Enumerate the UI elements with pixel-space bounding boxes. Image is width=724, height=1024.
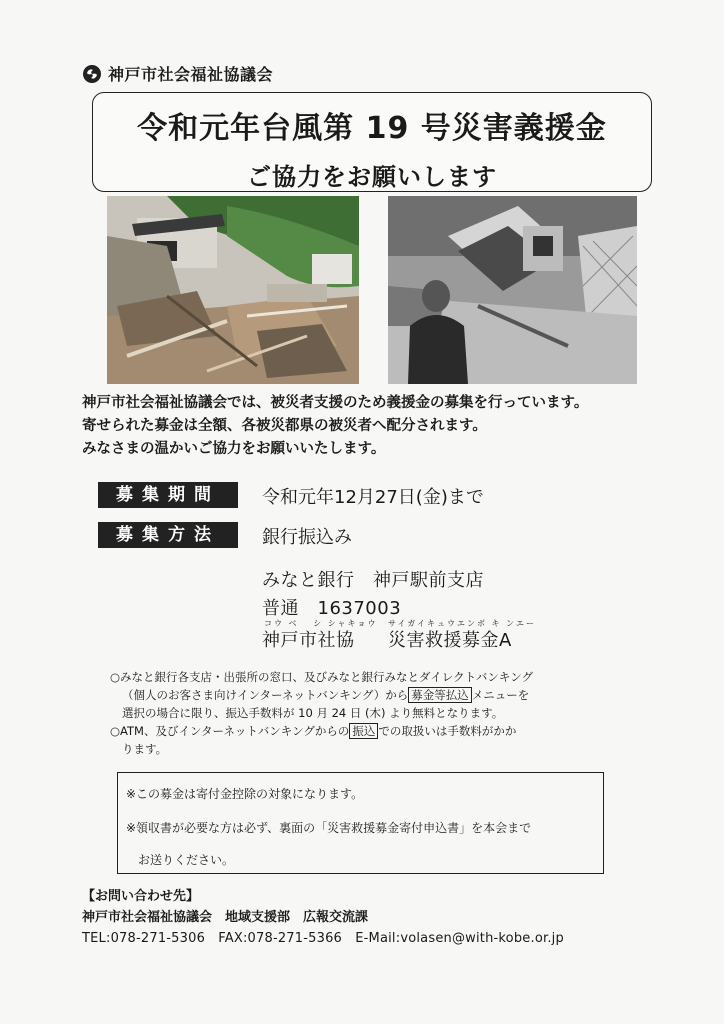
collapsed-house-bw-photo (388, 196, 637, 384)
note-line: ○みなと銀行各支店・出張所の窓口、及びみなと銀行みなとダイレクトバンキング (110, 670, 533, 684)
org-name: 神戸市社会福祉協議会 (108, 65, 274, 84)
transfer-tag: 振込 (349, 723, 378, 739)
menu-tag: 募金等払込 (408, 687, 472, 703)
account-holder-suffix: 災害救援募金A (388, 630, 512, 651)
contact-section (82, 886, 564, 949)
note-line: 選択の場合に限り、振込手数料が 10 月 24 日 (木) より無料となります。 (122, 706, 504, 720)
note-line (110, 686, 590, 704)
title-box (92, 92, 652, 192)
note-text: メニューを (471, 688, 530, 702)
intro-text (82, 392, 662, 461)
account-holder-prefix: 神戸市社協 (262, 630, 355, 651)
org-header (82, 62, 273, 85)
period-label: 募集期間 (98, 482, 238, 508)
contact-tel-line: TEL:078-271-5306 FAX:078-271-5366 E-Mail:volasen@with-kobe.or.jp (82, 931, 564, 946)
notes (110, 668, 590, 758)
contact-heading: 【お問い合わせ先】 (82, 889, 200, 904)
info-line: お送りください。 (138, 853, 235, 867)
intro-line: みなさまの温かいご協力をお願いいたします。 (82, 441, 386, 457)
note-line: ります。 (122, 742, 168, 756)
note-line (110, 722, 590, 740)
method-label: 募集方法 (98, 522, 238, 548)
info-line: ※領収書が必要な方は必ず、裏面の「災害救援募金寄付申込書」を本会まで (126, 821, 532, 835)
kobe-city-emblem-icon (82, 64, 102, 84)
page-subtitle: ご協力をお願いします (247, 163, 497, 191)
page-title: 令和元年台風第 19 号災害義援金 (137, 111, 607, 146)
intro-line: 寄せられた募金は全額、各被災都県の被災者へ配分されます。 (82, 418, 487, 434)
disaster-debris-photo (107, 196, 359, 384)
note-text: での取扱いは手数料がかか (378, 724, 517, 738)
period-value: 令和元年12月27日(金)まで (262, 487, 484, 508)
bank-account: 普通 1637003 (262, 598, 402, 619)
account-holder-ruby-suffix: サイガイキュウエンボ キ ンエー (388, 619, 537, 628)
note-text: （個人のお客さま向けインターネットバンキング）から (122, 688, 409, 702)
info-box (117, 772, 604, 874)
intro-line: 神戸市社会福祉協議会では、被災者支援のため義援金の募集を行っています。 (82, 395, 589, 411)
note-text: ○ATM、及びインターネットバンキングからの (110, 724, 350, 738)
info-line: ※この募金は寄付金控除の対象になります。 (126, 787, 364, 801)
account-holder-ruby-prefix: コウ ベ シ シャキョウ (264, 619, 378, 628)
contact-org: 神戸市社会福祉協議会 地域支援部 広報交流課 (82, 910, 369, 925)
method-value: 銀行振込み (262, 527, 352, 548)
bank-name: みなと銀行 神戸駅前支店 (262, 570, 484, 591)
